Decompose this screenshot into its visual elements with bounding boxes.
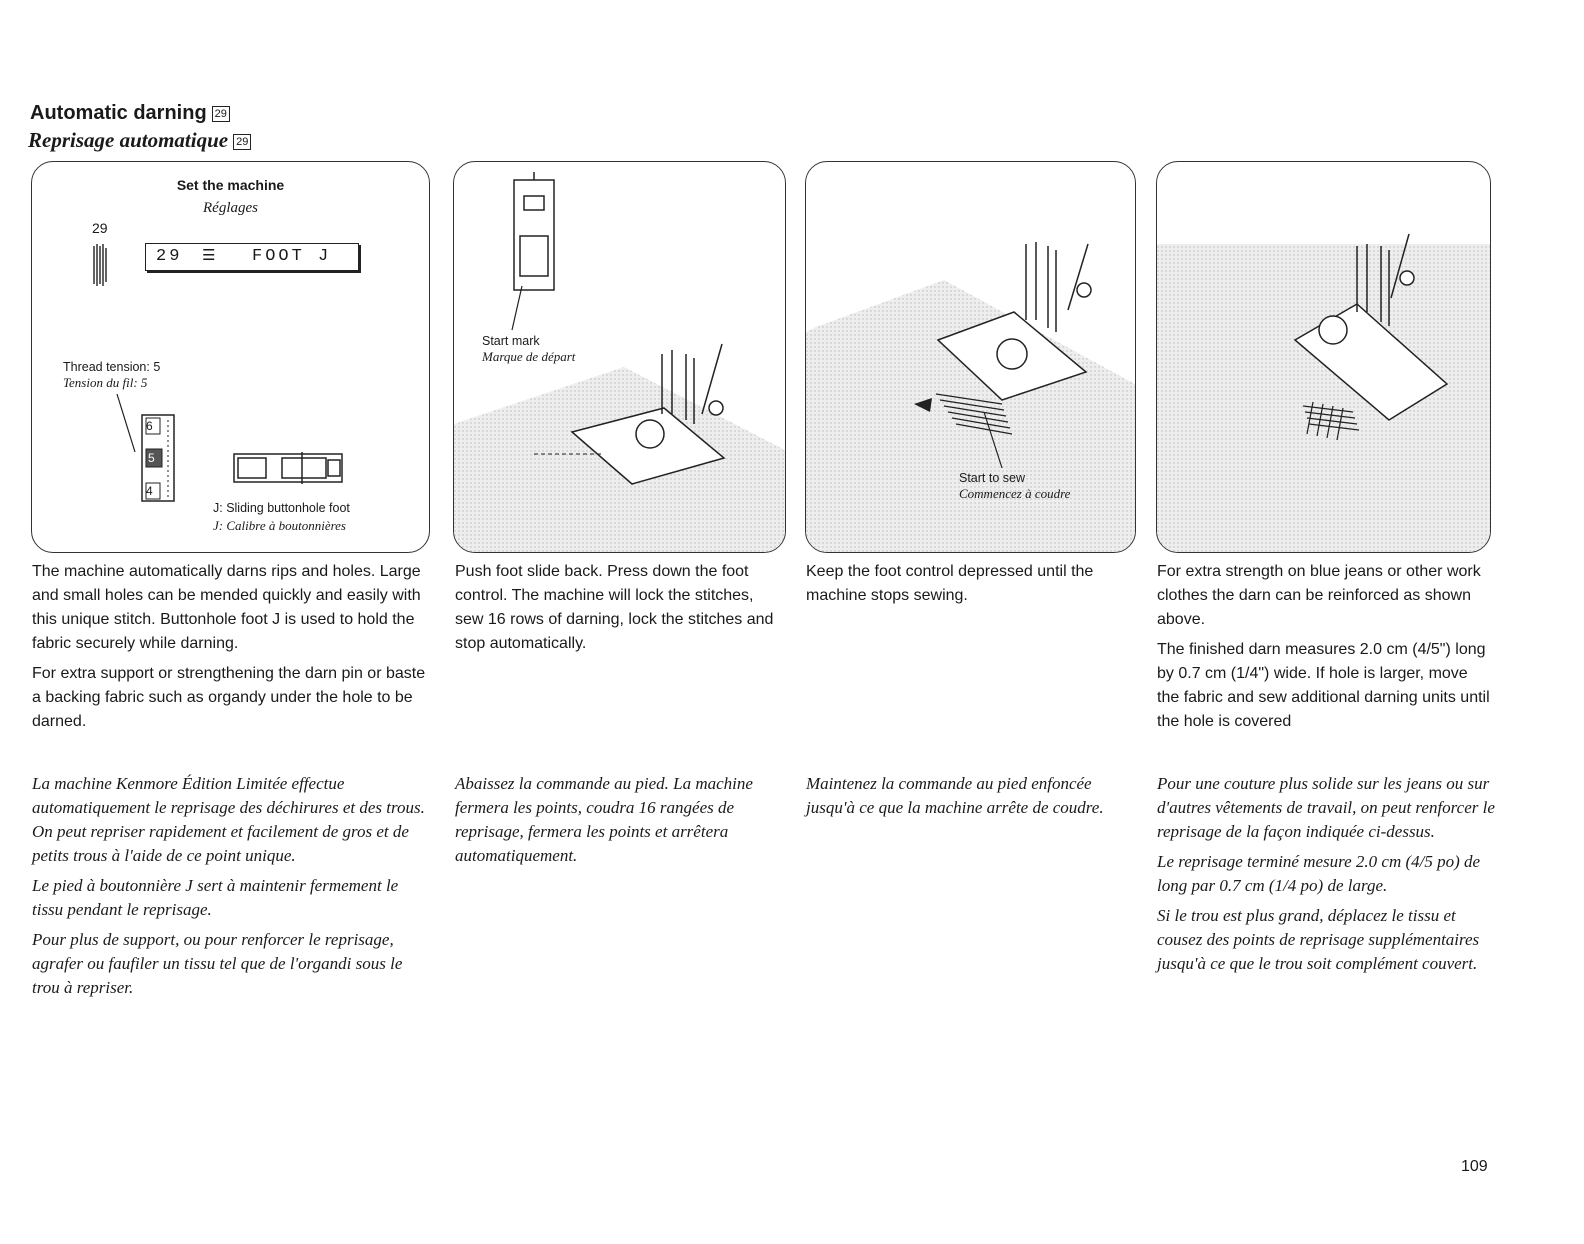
buttonhole-foot-icon: [234, 452, 342, 484]
paragraph-fr: Pour plus de support, ou pour renforcer le reprisage, agrafer ou faufiler un tissu tel que de l'organdi sous le trou à repriser.: [32, 930, 403, 997]
column-1: [32, 560, 427, 740]
start-sew-label: Start to sew: [959, 471, 1025, 485]
paragraph-en: For extra strength on blue jeans or other work clothes the darn can be reinforced as shown above.: [1157, 563, 1481, 628]
column-3-french: [806, 772, 1126, 826]
foot-label-french: J: Calibre à boutonnières: [213, 518, 346, 533]
pattern-badge: 29: [212, 106, 230, 122]
section-title: Automatic darning 29: [30, 102, 230, 125]
column-2: [455, 560, 775, 662]
settings-subtitle: Réglages: [203, 200, 258, 216]
section-title-french: Reprisage automatique 29: [28, 128, 251, 153]
lcd-foot-text: FOOT J: [252, 247, 332, 266]
foot-label: J: Sliding buttonhole foot: [213, 501, 350, 515]
column-3: [806, 560, 1126, 614]
start-mark-label-french: Marque de départ: [482, 349, 576, 364]
column-4-french: [1157, 772, 1497, 982]
start-mark-label: Start mark: [482, 334, 540, 348]
thread-tension-label-french: Tension du fil: 5: [63, 375, 148, 390]
paragraph-fr: Pour une couture plus solide sur les jeans ou sur d'autres vêtements de travail, on peut renforcer le reprisage de la façon indiquée ci-dessus.: [1157, 774, 1495, 841]
paragraph-fr: Le pied à boutonnière J sert à maintenir fermement le tissu pendant le reprisage.: [32, 876, 399, 919]
foot-top-view-icon: [514, 172, 554, 290]
column-1-french: [32, 772, 427, 1006]
lcd-display: [145, 243, 359, 271]
pattern-number: 29: [92, 220, 108, 236]
paragraph-fr: La machine Kenmore Édition Limitée effectue automatiquement le reprisage des déchirures et des trous. On peut repriser rapidement et facilement de gros et de petits trous à l'aide de ce point unique.: [32, 774, 425, 865]
thread-tension-label: Thread tension: 5: [63, 360, 161, 374]
foot-slide-panel: [453, 161, 786, 553]
paragraph-en: For extra support or strengthening the darn pin or baste a backing fabric such as organdy under the hole to be darned.: [32, 665, 426, 730]
paragraph-en: The finished darn measures 2.0 cm (4/5") long by 0.7 cm (1/4") wide. If hole is larger, move the fabric and sew additional darning units until the hole is covered: [1157, 641, 1490, 730]
stitch-symbol-icon: ☰: [202, 248, 216, 265]
paragraph-en: The machine automatically darns rips and holes. Large and small holes can be mended quickly and easily with this unique stitch. Buttonhole foot J is used to hold the fabric securely while darning.: [32, 563, 421, 652]
start-sew-label-french: Commencez à coudre: [959, 486, 1071, 501]
paragraph-en: Keep the foot control depressed until the machine stops sewing.: [806, 563, 1094, 604]
dial-value-bottom: 4: [146, 484, 153, 498]
column-2-french: [455, 772, 780, 874]
settings-illustration: [32, 162, 429, 552]
column-4: [1157, 560, 1492, 740]
paragraph-fr: Abaissez la commande au pied. La machine fermera les points, coudra 16 rangées de reprisage, fermera les points et arrêtera automatiquement.: [455, 774, 753, 865]
paragraph-en: Push foot slide back. Press down the foot control. The machine will lock the stitches, sew 16 rows of darning, lock the stitches and stop automatically.: [455, 563, 774, 652]
paragraph-fr: Le reprisage terminé mesure 2.0 cm (4/5 po) de long par 0.7 cm (1/4 po) de large.: [1157, 852, 1481, 895]
paragraph-fr: Maintenez la commande au pied enfoncée jusqu'à ce que la machine arrête de coudre.: [806, 774, 1104, 817]
stitch-pattern-icon: [94, 244, 106, 286]
settings-title: Set the machine: [176, 177, 285, 193]
pattern-badge-french: 29: [233, 134, 251, 150]
lcd-pattern-number: 29: [156, 247, 183, 266]
reinforced-darn-illustration: [1157, 162, 1490, 552]
paragraph-fr: Si le trou est plus grand, déplacez le tissu et cousez des points de reprisage supplémentaires jusqu'à ce que le trou soit complément couvert.: [1157, 906, 1480, 973]
settings-panel: [31, 161, 430, 553]
dial-value-selected: 5: [148, 451, 155, 465]
page-number: 109: [1461, 1158, 1488, 1175]
reinforced-darn-panel: [1156, 161, 1491, 553]
start-sewing-panel: [805, 161, 1136, 553]
dial-value-top: 6: [146, 419, 153, 433]
